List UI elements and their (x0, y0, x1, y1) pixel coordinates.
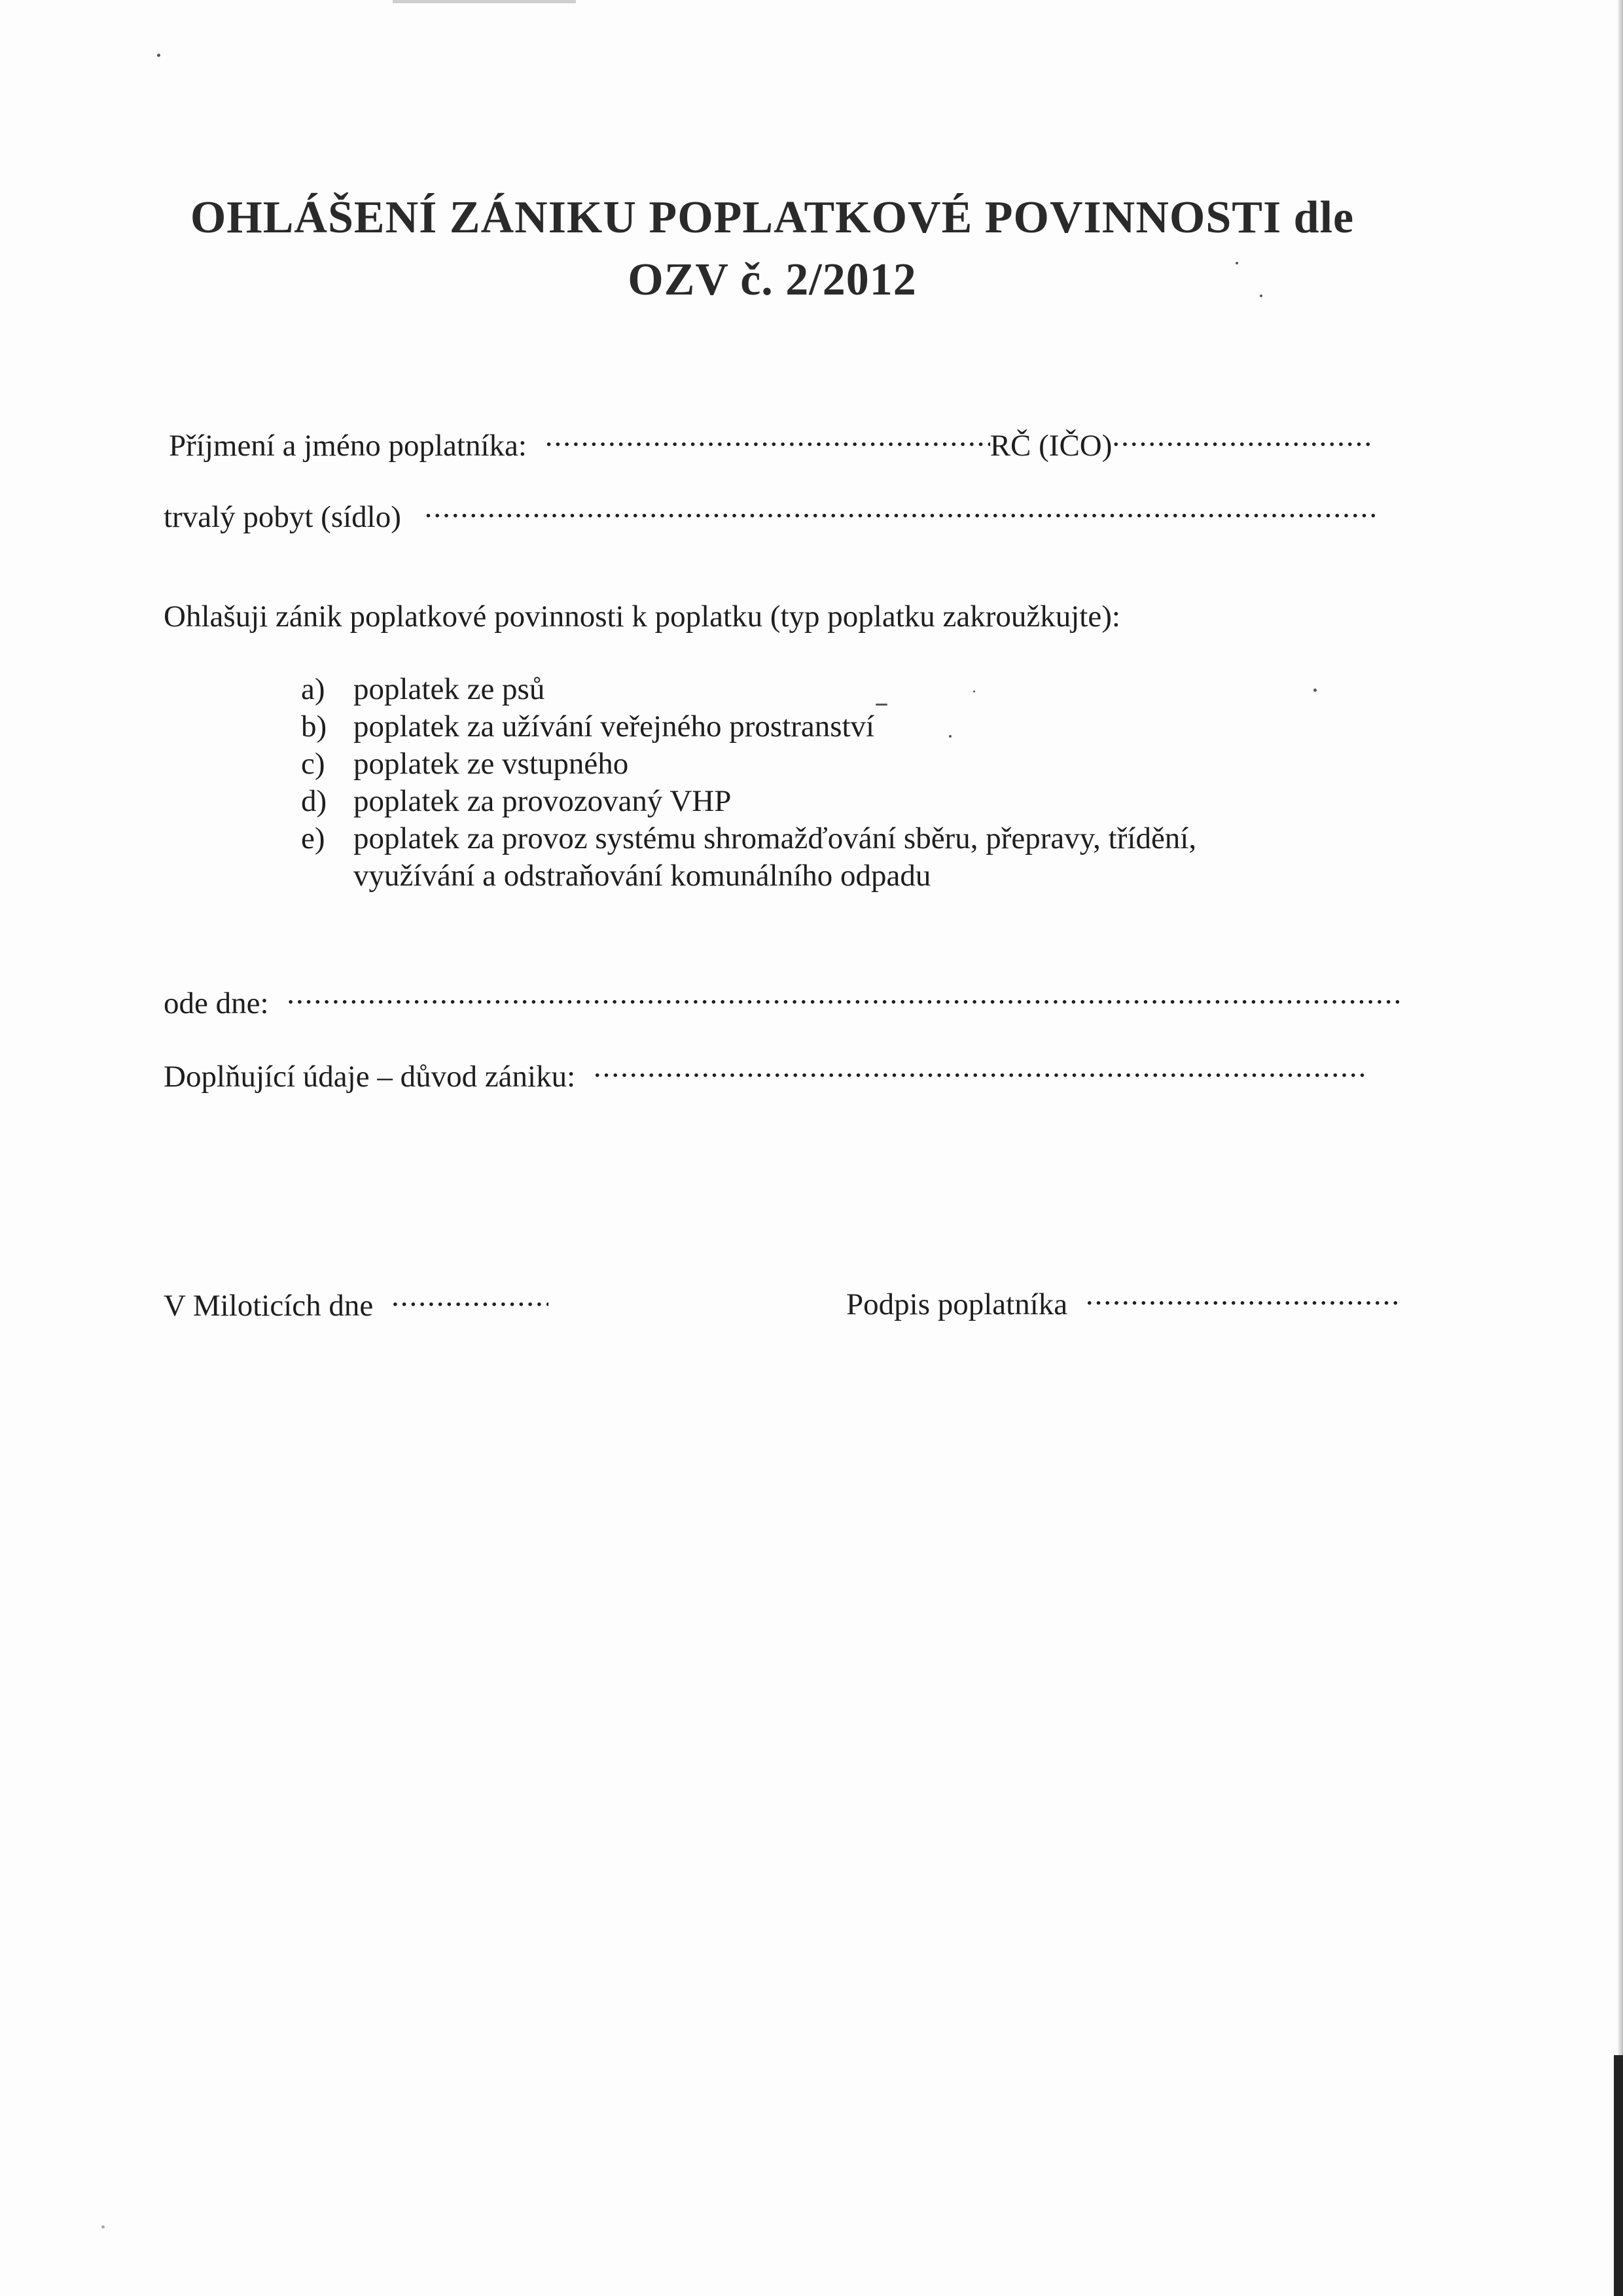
place-date-field[interactable] (391, 1276, 548, 1316)
list-item-letter: c) (301, 747, 325, 781)
list-item-letter: d) (301, 784, 327, 818)
list-item[interactable] (301, 820, 1335, 895)
title-line-1: OHLÁŠENÍ ZÁNIKU POPLATKOVÉ POVINNOSTI dle (190, 192, 1355, 243)
rc-label: RČ (IČO) (990, 429, 1113, 463)
scan-artifact-top (393, 0, 576, 3)
residence-label: trvalý pobyt (sídlo) (164, 500, 401, 534)
residence-row (164, 488, 1380, 537)
scan-speck (1260, 295, 1262, 297)
scan-speck (876, 704, 887, 706)
date-from-label: ode dne: (164, 986, 269, 1020)
name-label: Příjmení a jméno poplatníka: (169, 429, 527, 463)
declaration-text: Ohlašuji zánik poplatkové povinnosti k poplatku (typ poplatku zakroužkujte): (164, 600, 1120, 634)
name-field[interactable] (545, 416, 990, 456)
scan-speck (157, 54, 160, 57)
scan-speck (973, 691, 975, 692)
additional-info-row (164, 1047, 1369, 1096)
document-title (131, 187, 1414, 311)
list-item-text: poplatek ze psů (353, 672, 545, 706)
title-line-2: OZV č. 2/2012 (628, 255, 917, 305)
signature-label: Podpis poplatníka (846, 1287, 1068, 1321)
fee-type-list (301, 671, 1335, 895)
list-item-text: poplatek za provoz systému shromažďování sběru, přepravy, třídění, využívání a odstraňování komunálního odpadu (353, 821, 1197, 893)
list-item[interactable] (301, 671, 1335, 708)
list-item-letter: a) (301, 672, 325, 706)
place-date-row (164, 1276, 548, 1325)
residence-field[interactable] (425, 488, 1380, 527)
scan-speck (101, 2225, 105, 2229)
date-from-row (164, 974, 1399, 1023)
scan-speck (1313, 689, 1317, 692)
list-item[interactable] (301, 708, 1335, 745)
list-item[interactable] (301, 745, 1335, 783)
list-item-letter: b) (301, 709, 327, 744)
place-label: V Miloticích dne (164, 1289, 374, 1323)
list-item-text: poplatek za užívání veřejného prostranství (353, 709, 875, 744)
scan-speck (1236, 262, 1238, 264)
signature-field[interactable] (1086, 1275, 1400, 1314)
additional-field[interactable] (594, 1047, 1369, 1086)
list-item-letter: e) (301, 821, 325, 855)
rc-field[interactable] (1112, 416, 1370, 456)
date-from-field[interactable] (287, 974, 1399, 1013)
signature-row (846, 1275, 1400, 1324)
scan-speck (949, 735, 952, 738)
list-item-text: poplatek ze vstupného (353, 747, 629, 781)
additional-label: Doplňující údaje – důvod zániku: (164, 1060, 576, 1094)
scan-edge-right-bottom (1614, 2055, 1623, 2296)
list-item-text: poplatek za provozovaný VHP (353, 784, 732, 818)
name-row (169, 416, 1370, 465)
list-item[interactable] (301, 783, 1335, 820)
scan-edge-right (1618, 0, 1623, 2296)
